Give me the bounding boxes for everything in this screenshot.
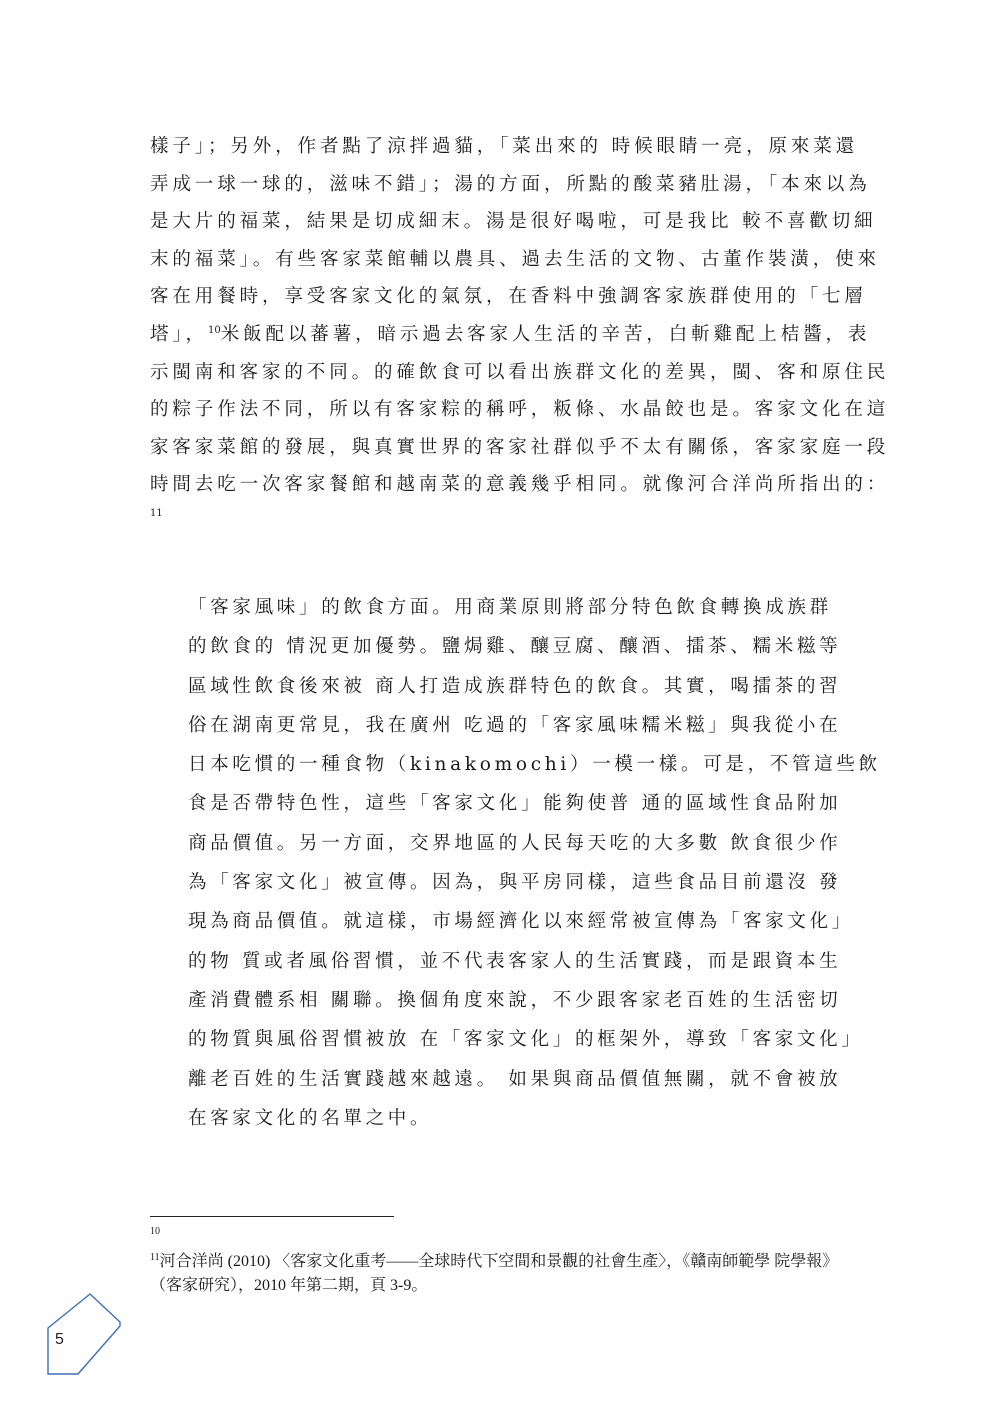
page-number: 5: [55, 1331, 64, 1348]
quote-line: 在客家文化的名單之中。: [188, 1107, 433, 1129]
body-line: 家客家菜館的發展，與真實世界的客家社群似乎不太有關係，客家家庭一段: [150, 436, 890, 458]
body-line: 樣子」；另外，作者點了涼拌過貓，「菜出來的 時候眼睛一亮，原來菜還: [150, 136, 859, 157]
body-line: 示閩南和客家的不同。的確飲食可以看出族群文化的差異，閩、客和原住民: [150, 361, 890, 383]
body-line: 弄成一球一球的，滋味不錯」；湯的方面，所點的酸菜豬肚湯，「本來以為: [150, 173, 871, 195]
body-paragraph: [150, 128, 890, 524]
quote-line: 日本吃慣的一種食物（kinakomochi）一模一樣。可是，不管這些飲: [188, 754, 881, 776]
quote-line: 俗在湖南更常見，我在廣州 吃過的「客家風味糯米糍」與我從小在: [188, 714, 842, 736]
body-line-part: 米飯配以蕃薯，暗示過去客家人生活的辛苦，白斬雞配上桔醬，表: [220, 323, 871, 345]
footnote-ref-11[interactable]: 11: [150, 507, 163, 519]
quote-line: 離老百姓的生活實踐越來越遠。 如果與商品價值無關，就不會被放: [188, 1068, 842, 1090]
footnote-number: 10: [150, 1226, 160, 1237]
body-line: 末的福菜」。有些客家菜館輔以農具、過去生活的文物、古董作裝潢，使來: [150, 248, 880, 270]
quote-line: 商品價值。另一方面，交界地區的人民每天吃的大多數 飲食很少作: [188, 832, 842, 854]
body-line: 客在用餐時，享受客家文化的氣氛，在香料中強調客家族群使用的「七層: [150, 286, 867, 308]
quote-line: 的物質與風俗習慣被放 在「客家文化」的框架外，導致「客家文化」: [188, 1029, 864, 1051]
body-line-part: 塔」，: [150, 323, 208, 345]
footnote-number: 11: [150, 1252, 160, 1263]
quote-line: 食是否帶特色性，這些「客家文化」能夠使普 通的區域性食品附加: [188, 793, 842, 815]
quote-line: 的物 質或者風俗習慣，並不代表客家人的生活實踐，而是跟資本生: [188, 950, 842, 972]
body-line-with-footnote: [150, 316, 890, 354]
footnotes: [150, 1224, 910, 1298]
quote-line: 為「客家文化」被宣傳。因為，與平房同樣，這些食品目前還沒 發: [188, 872, 842, 894]
body-line: 的粽子作法不同，所以有客家粽的稱呼，粄條、水晶餃也是。客家文化在這: [150, 399, 890, 421]
body-line: 時間去吃一次客家餐館和越南菜的意義幾乎相同。就像河合洋尚所指出的：: [150, 474, 890, 496]
quote-line: 區域性飲食後來被 商人打造成族群特色的飲食。其實，喝擂茶的習: [188, 675, 842, 697]
body-line: 是大片的福菜，結果是切成細末。湯是很好喝啦，可是我比 較不喜歡切細: [150, 211, 877, 233]
quote-line: 「客家風味」的飲食方面。用商業原則將部分特色飲食轉換成族群: [188, 597, 832, 618]
quote-line: 的飲食的 情況更加優勢。鹽焗雞、釀豆腐、釀酒、擂茶、糯米糍等: [188, 636, 842, 658]
quote-line: 現為商品價值。就這樣，市場經濟化以來經常被宣傳為「客家文化」: [188, 911, 855, 933]
footnote-divider: [150, 1216, 394, 1217]
page-number-badge-icon: [38, 1290, 128, 1380]
footnote-text: 河合洋尚 (2010) 〈客家文化重考——全球時代下空間和景觀的社會生產〉，《贛南師範學 院學報》: [159, 1253, 839, 1270]
footnote-ref-10[interactable]: 10: [207, 324, 221, 336]
quote-line: 產消費體系相 關聯。換個角度來說，不少跟客家老百姓的生活密切: [188, 989, 842, 1011]
block-quote: [188, 588, 881, 1138]
footnote-10: [150, 1224, 910, 1246]
footnote-11: [150, 1250, 910, 1274]
footnote-11-continued: （客家研究），2010 年第二期，頁 3-9。: [150, 1277, 428, 1294]
